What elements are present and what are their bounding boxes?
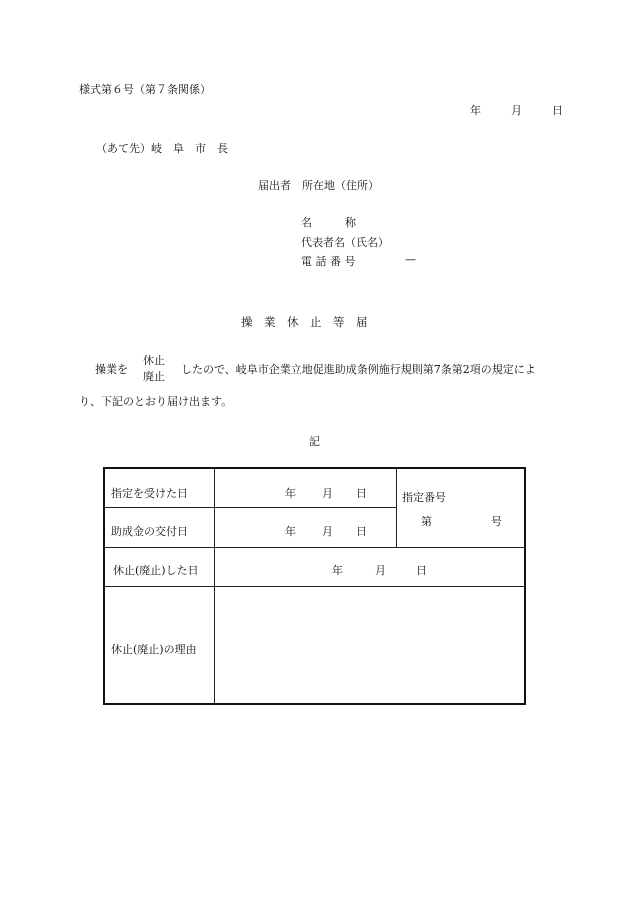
designated-date-label: 指定を受けた日 — [111, 487, 188, 500]
submission-date — [470, 102, 563, 118]
suspension-date-day[interactable]: 日 — [416, 564, 427, 577]
date-month-label: 月 — [511, 104, 522, 117]
addressee: （あて先）岐 阜 市 長 — [96, 142, 228, 155]
table-divider — [105, 586, 524, 587]
grant-date-month[interactable]: 月 — [322, 525, 333, 538]
table-divider — [105, 507, 396, 508]
body-text-line1: したので、岐阜市企業立地促進助成条例施行規則第7条第2項の規定によ — [181, 363, 536, 376]
applicant-phone-label: 電 話 番 号 — [301, 255, 356, 268]
table-divider — [396, 469, 397, 547]
suspension-date-year[interactable]: 年 — [332, 564, 343, 577]
grant-date-year[interactable]: 年 — [285, 525, 296, 538]
date-day-label: 日 — [552, 104, 563, 117]
choice-abolish: 廃止 — [143, 370, 165, 383]
applicant-name-label: 名 称 — [301, 216, 356, 229]
table-divider — [105, 547, 524, 548]
document-title: 操 業 休 止 等 届 — [241, 315, 368, 329]
applicant-address-label: 届出者 所在地（住所） — [258, 179, 379, 192]
designation-number-label: 指定番号 — [402, 491, 446, 504]
designation-go[interactable]: 号 — [491, 515, 502, 528]
details-table — [103, 467, 526, 705]
body-prefix: 操業を — [95, 363, 128, 376]
phone-separator: — — [405, 253, 416, 266]
designated-date-year[interactable]: 年 — [285, 487, 296, 500]
suspension-date-label: 休止(廃止)した日 — [113, 564, 199, 577]
suspension-date-month[interactable]: 月 — [375, 564, 386, 577]
applicant-representative-label: 代表者名（氏名） — [301, 236, 389, 249]
form-number: 様式第６号（第７条関係） — [79, 83, 211, 96]
date-year-label: 年 — [470, 104, 481, 117]
ki-heading: 記 — [309, 435, 320, 448]
designated-date-month[interactable]: 月 — [322, 487, 333, 500]
grant-date-label: 助成金の交付日 — [111, 525, 188, 538]
designation-dai[interactable]: 第 — [421, 515, 432, 528]
body-text-line2: り、下記のとおり届け出ます。 — [79, 395, 233, 408]
designated-date-day[interactable]: 日 — [356, 487, 367, 500]
reason-field[interactable] — [221, 593, 517, 697]
choice-suspend: 休止 — [143, 354, 165, 367]
reason-label: 休止(廃止)の理由 — [111, 643, 197, 656]
grant-date-day[interactable]: 日 — [356, 525, 367, 538]
